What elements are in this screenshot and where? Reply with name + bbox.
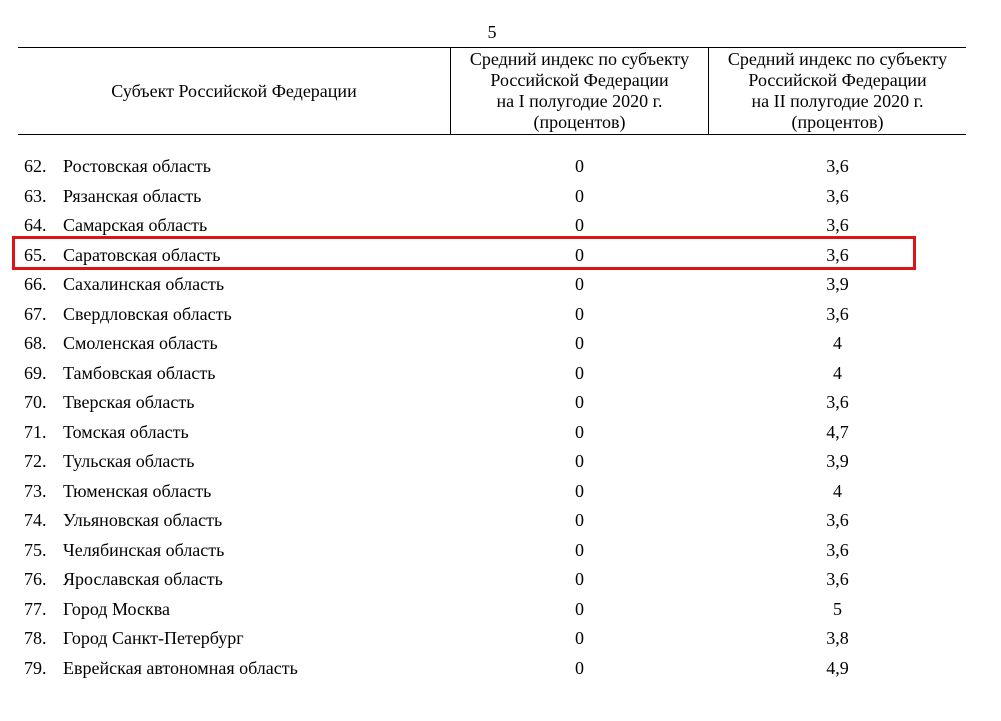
row-number: 74.	[24, 510, 47, 530]
header-subject	[18, 48, 450, 134]
subject-name: Ростовская область	[63, 156, 211, 176]
row-number: 67.	[24, 303, 47, 324]
second-half-index: 4	[833, 333, 842, 353]
first-half-index: 0	[575, 362, 584, 383]
subject-name: Ярославская область	[63, 569, 223, 589]
subject-name: Ульяновская область	[63, 510, 223, 530]
first-half-index: 0	[575, 510, 584, 530]
table-row	[0, 388, 1001, 418]
subject-name: Саратовская область	[63, 244, 221, 265]
subject-name: Свердловская область	[63, 303, 232, 324]
first-half-index: 0	[575, 480, 584, 501]
first-half-index: 0	[575, 215, 584, 235]
row-number: 64.	[24, 215, 47, 235]
table-row	[0, 565, 1001, 595]
header-first-half-label: Средний индекс по субъекту Российской Федерации на I полугодие 2020 г. (процентов)	[469, 49, 690, 132]
second-half-index: 3,6	[826, 215, 849, 235]
first-half-index: 0	[575, 598, 584, 619]
table-row	[0, 300, 1001, 330]
row-number: 63.	[24, 185, 47, 206]
second-half-index: 3,9	[826, 274, 849, 294]
table-body	[0, 152, 1001, 683]
first-half-index: 0	[575, 451, 584, 471]
subject-name: Рязанская область	[63, 185, 202, 206]
subject-name: Челябинская область	[63, 539, 225, 560]
table-row	[0, 506, 1001, 536]
first-half-index: 0	[575, 657, 584, 678]
header-second-half	[709, 48, 966, 134]
second-half-index: 4	[833, 480, 842, 501]
row-number: 75.	[24, 539, 47, 560]
subject-name: Город Москва	[63, 598, 170, 619]
table-row	[0, 329, 1001, 359]
table-row	[0, 536, 1001, 566]
table-row	[0, 624, 1001, 654]
page-number: 5	[487, 22, 497, 42]
table-row	[0, 447, 1001, 477]
first-half-index: 0	[575, 333, 584, 353]
row-number: 77.	[24, 598, 47, 619]
subject-name: Тюменская область	[63, 480, 212, 501]
second-half-index: 3,6	[826, 569, 849, 589]
table-row	[0, 654, 1001, 684]
row-number: 78.	[24, 628, 47, 648]
subject-name: Тамбовская область	[63, 362, 216, 383]
first-half-index: 0	[575, 539, 584, 560]
row-number: 70.	[24, 392, 47, 412]
row-number: 62.	[24, 156, 47, 176]
second-half-index: 3,6	[826, 185, 849, 206]
first-half-index: 0	[575, 303, 584, 324]
table-row	[0, 211, 1001, 241]
first-half-index: 0	[575, 392, 584, 412]
table-row	[0, 182, 1001, 212]
second-half-index: 4,7	[826, 421, 849, 442]
table-row	[0, 270, 1001, 300]
second-half-index: 3,8	[826, 628, 849, 648]
first-half-index: 0	[575, 421, 584, 442]
row-number: 66.	[24, 274, 47, 294]
subject-name: Сахалинская область	[63, 274, 225, 294]
table-row	[0, 241, 1001, 271]
first-half-index: 0	[575, 185, 584, 206]
second-half-index: 4,9	[826, 657, 849, 678]
second-half-index: 3,6	[826, 303, 849, 324]
subject-name: Тверская область	[63, 392, 195, 412]
second-half-index: 3,6	[826, 244, 849, 265]
second-half-index: 3,6	[826, 392, 849, 412]
second-half-index: 3,9	[826, 451, 849, 471]
subject-name: Еврейская автономная область	[63, 657, 298, 678]
table-row	[0, 359, 1001, 389]
second-half-index: 3,6	[826, 539, 849, 560]
subject-name: Самарская область	[63, 215, 208, 235]
second-half-index: 3,6	[826, 156, 849, 176]
row-number: 79.	[24, 657, 47, 678]
second-half-index: 4	[833, 362, 842, 383]
row-number: 65.	[24, 244, 47, 265]
header-first-half	[451, 48, 708, 134]
row-number: 71.	[24, 421, 47, 442]
header-second-half-label: Средний индекс по субъекту Российской Федерации на II полугодие 2020 г. (процентов)	[727, 49, 948, 132]
table-header-bottom-rule	[18, 134, 966, 135]
row-number: 73.	[24, 480, 47, 501]
row-number: 69.	[24, 362, 47, 383]
first-half-index: 0	[575, 244, 584, 265]
row-number: 72.	[24, 451, 47, 471]
row-number: 76.	[24, 569, 47, 589]
second-half-index: 5	[833, 598, 842, 619]
first-half-index: 0	[575, 156, 584, 176]
first-half-index: 0	[575, 569, 584, 589]
subject-name: Город Санкт-Петербург	[63, 628, 244, 648]
second-half-index: 3,6	[826, 510, 849, 530]
subject-name: Томская область	[63, 421, 189, 442]
table-row	[0, 477, 1001, 507]
row-number: 68.	[24, 333, 47, 353]
first-half-index: 0	[575, 628, 584, 648]
subject-name: Смоленская область	[63, 333, 218, 353]
table-row	[0, 418, 1001, 448]
header-subject-label: Субъект Российской Федерации	[111, 80, 357, 101]
first-half-index: 0	[575, 274, 584, 294]
table-row	[0, 152, 1001, 182]
subject-name: Тульская область	[63, 451, 195, 471]
table-row	[0, 595, 1001, 625]
